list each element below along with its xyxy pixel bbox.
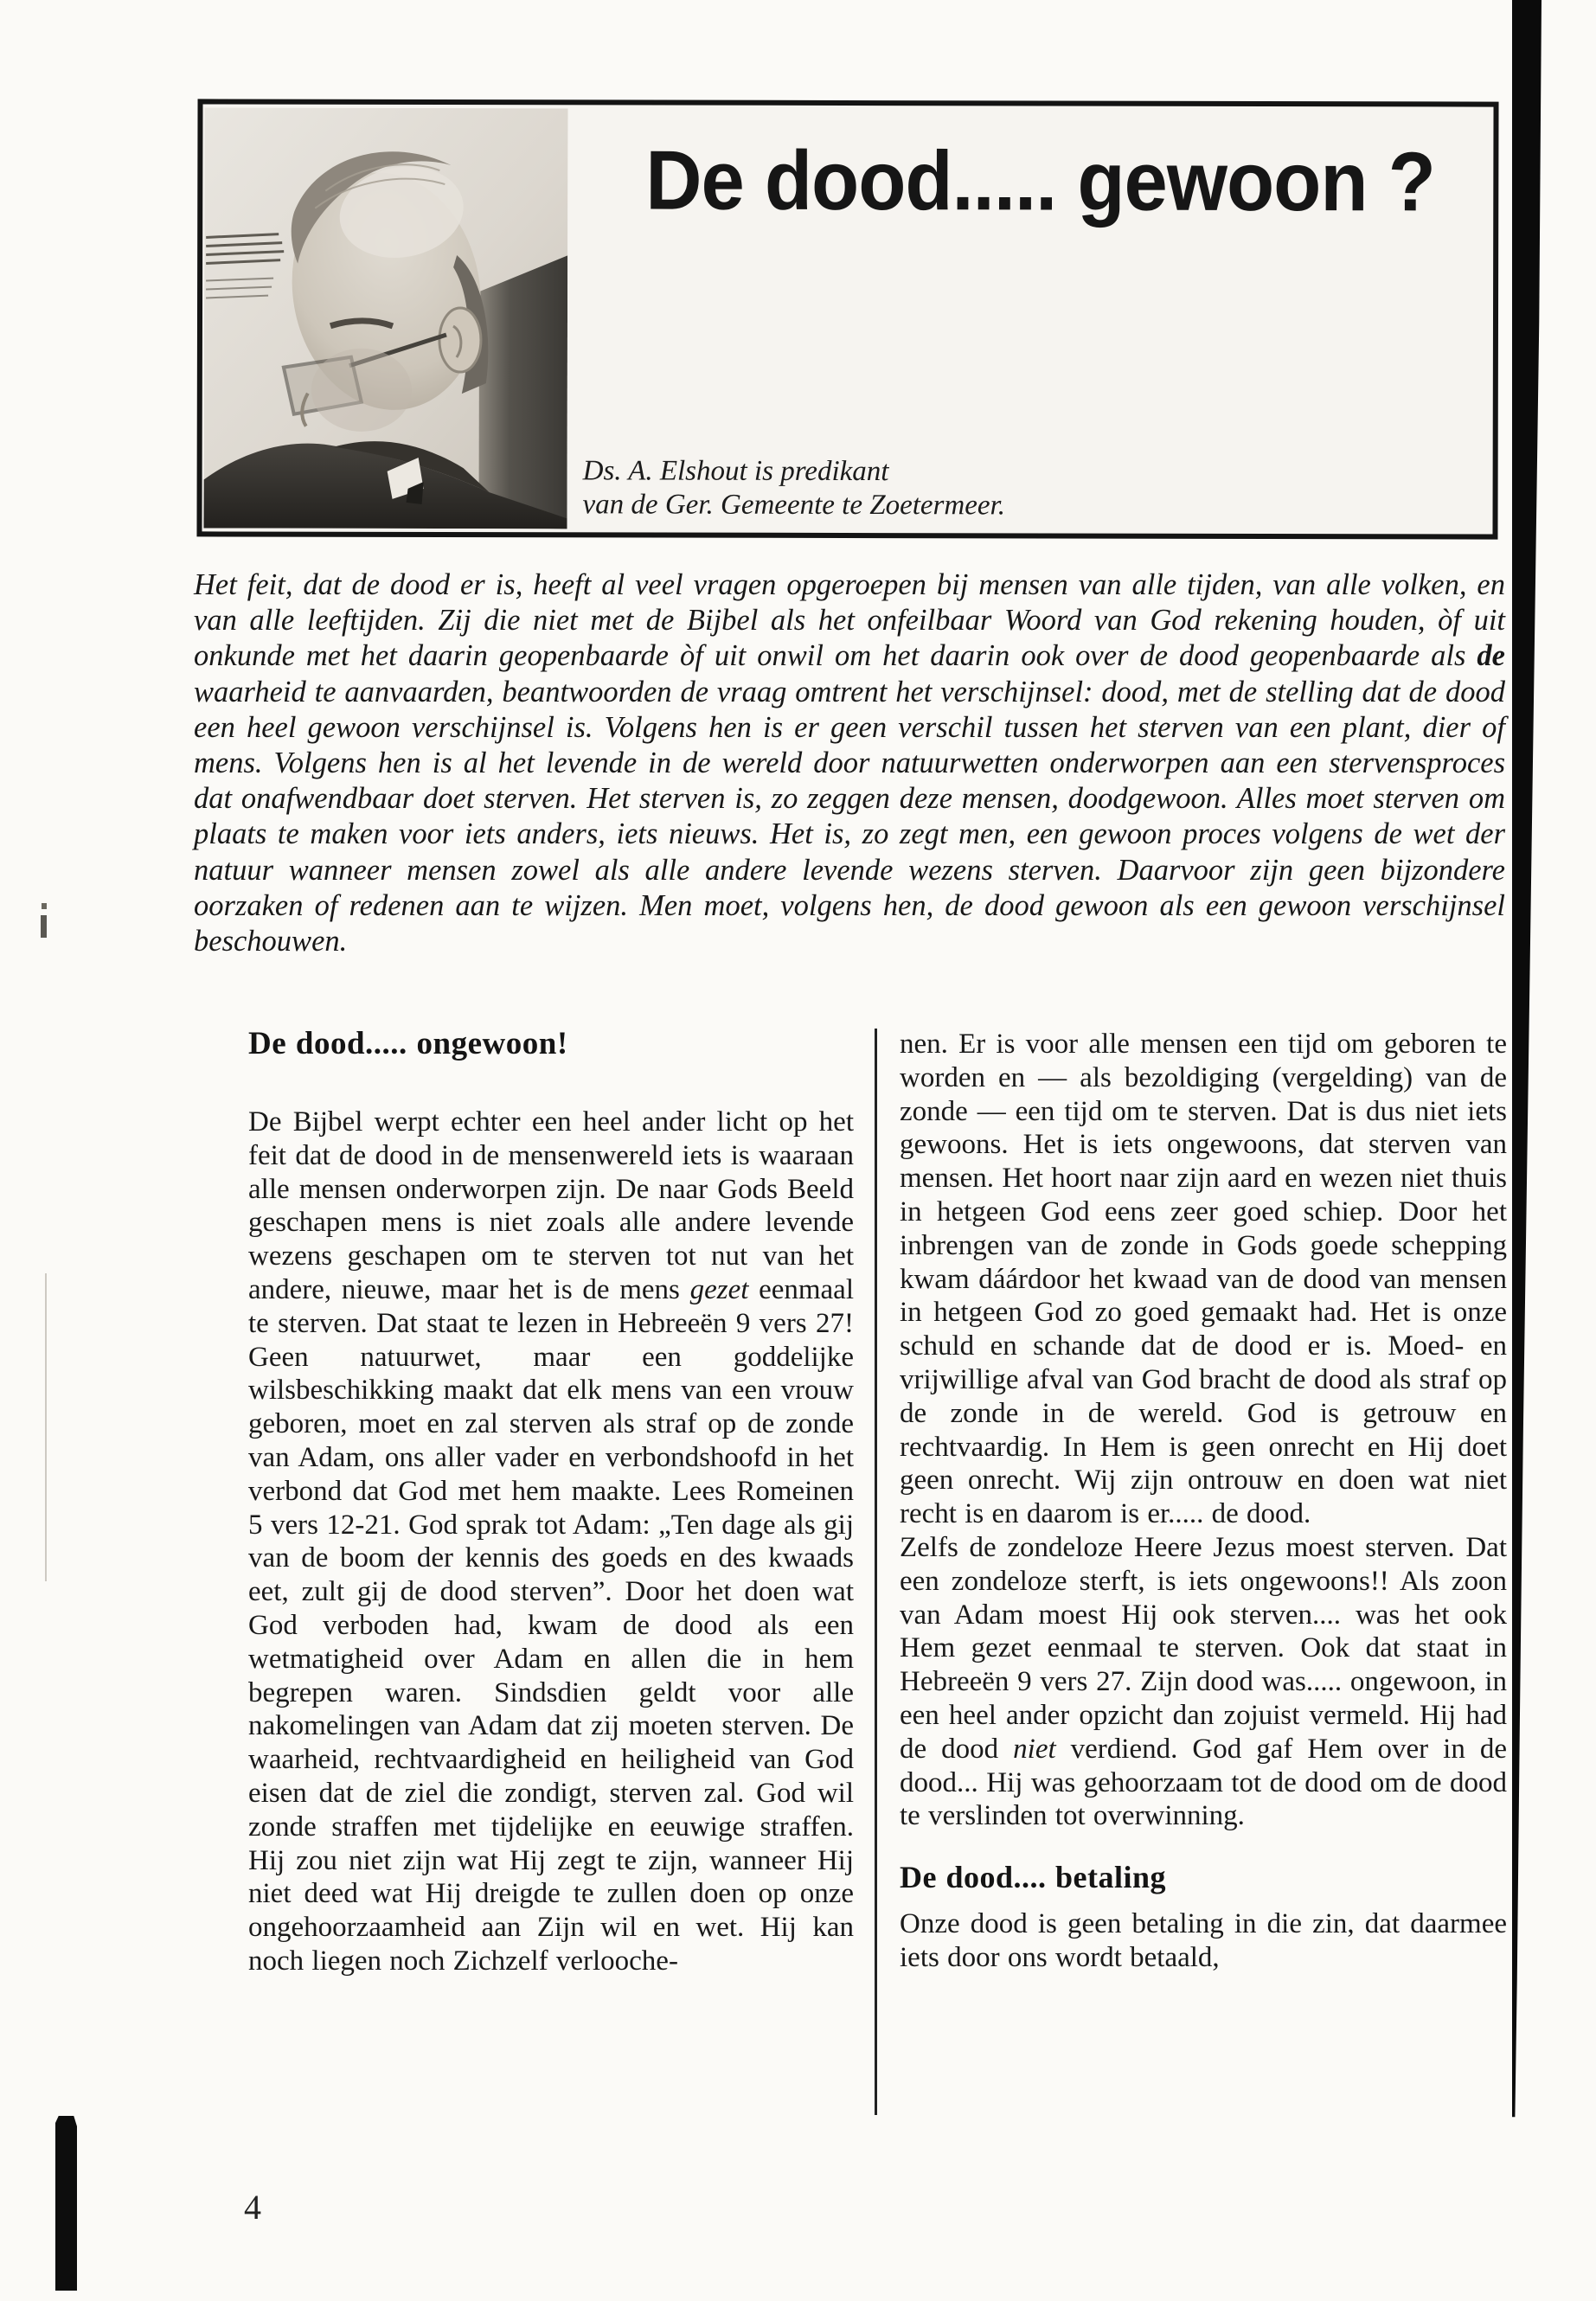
left-column <box>248 1026 854 1978</box>
portrait-photo <box>203 107 567 529</box>
left-para-italic-word: gezet <box>689 1273 749 1305</box>
right-para2-italic-word: niet <box>1013 1733 1056 1765</box>
right-column <box>900 1028 1507 1975</box>
photo-caption-line2: van de Ger. Gemeente te Zoetermeer. <box>582 489 1006 522</box>
right-column-paragraph-3: Onze dood is geen betaling in die zin, dat daarmee iets door ons wordt betaald, <box>900 1908 1507 1973</box>
left-para-after: eenmaal te sterven. Dat staat te lezen in Hebreeën 9 vers 27! Geen natuurwet, maar een goddelijke wilsbeschikking maakt dat elk mens van een vrouw geboren, moet en zal sterven als straf op de zonde van Adam, ons aller vader en verbondshoofd in het verbond dat God met hem maakte. Lees Romeinen 5 vers 12-21. God sprak tot Adam: „Ten dage als gij van de boom der kennis des goeds en des kwaads eet, zult gij de dood sterven”. Door het doen wat God verboden had, kwam de dood als een wetmatigheid over Adam en allen die in hem begrepen waren. Sindsdien geldt voor alle nakomelingen van Adam dat zij moeten sterven. De waarheid, rechtvaardigheid en heiligheid van God eisen dat de ziel die zondigt, sterven zal. God wil zonde straffen met tijdelijke en eeuwige straffen. Hij zou niet zijn wat Hij zegt te zijn, wanneer Hij niet deed wat Hij dreigde te zullen doen op onze ongehoorzaamheid aan Zijn wil en wet. Hij kan noch liegen noch Zichzelf verlooche- <box>248 1273 854 1977</box>
section-heading-betaling: De dood.... betaling <box>900 1860 1167 1895</box>
scan-artifact-right-bar <box>1512 0 1542 2301</box>
scan-artifact-tick <box>41 915 47 938</box>
right-column-paragraph-2 <box>900 1531 1507 1833</box>
intro-text-before: Het feit, dat de dood er is, heeft al veel vragen opgeroepen bij mensen van alle tijden, van alle volken, en van alle leeftijden. Zij die niet met de Bijbel als het onfeilbaar Woord van God rekening houden, òf uit onkunde met het daarin geopenbaarde òf uit onwil om het daarin ook over de dood geopenbaarde als <box>194 568 1505 673</box>
scan-artifact-faint-line <box>45 1273 47 1581</box>
right-para2-after: verdiend. God gaf Hem over in de dood... Hij was gehoorzaam tot de dood om de dood te verslinden tot overwinning. <box>900 1733 1507 1832</box>
column-divider <box>875 1029 877 2115</box>
scan-artifact-left-bar <box>55 2116 77 2291</box>
left-para-before: De Bijbel werpt echter een heel ander licht op het feit dat de dood in de mensenwereld iets is waaraan alle mensen onderworpen zijn. De naar Gods Beeld geschapen mens is niet zoals alle andere levende wezens geschapen om te sterven tot nut van het andere, nieuwe, maar het is de mens <box>248 1106 854 1305</box>
section-heading-ongewoon: De dood..... ongewoon! <box>248 1026 568 1061</box>
intro-paragraph <box>194 567 1505 959</box>
scan-artifact-dot <box>42 903 47 909</box>
right-para2-before: Zelfs de zondeloze Heere Jezus moest sterven. Dat een zondeloze sterft, is iets ongewoons!! Als zoon van Adam moest Hij ook sterven.... was het ook Hem gezet eenmaal te sterven. Ook dat staat in Hebreeën 9 vers 27. Zijn dood was..... ongewoon, in een heel ander opzicht dan zojuist vermeld. Hij had de dood <box>900 1531 1507 1765</box>
article-title: De dood..... gewoon ? <box>645 132 1436 229</box>
right-column-paragraph-1: nen. Er is voor alle mensen een tijd om geboren te worden en — als bezoldiging (vergelding) van de zonde — een tijd om te sterven. Dat is dus niet iets gewoons. Het is iets ongewoons, dat sterven van mensen. Het hoort naar zijn aard en wezen niet thuis in hetgeen God eens zeer goed schiep. Door het inbrengen van de zonde in Gods goede schepping kwam dáárdoor het kwaad van de dood van mensen in hetgeen God zo goed gemaakt had. Het is onze schuld en schande dat de dood er is. Moed- en vrijwillige afval van God bracht de dood als straf op de zonde in de wereld. God is getrouw en rechtvaardig. In Hem is geen onrecht en Hij doet geen onrecht. Wij zijn ontrouw en doen wat niet recht is en daarom is er..... de dood. <box>900 1029 1507 1530</box>
intro-text-after: waarheid te aanvaarden, beantwoorden de vraag omtrent het verschijnsel: dood, met de stelling dat de dood een heel gewoon verschijnsel is. Volgens hen is er geen verschil tussen het sterven van een plant, dier of mens. Volgens hen is al het levende in de wereld door natuurwetten onderworpen aan een stervensproces dat onafwendbaar doet sterven. Het sterven is, zo zeggen deze mensen, doodgewoon. Alles moet sterven om plaats te maken voor iets anders, iets nieuws. Het is, zo zegt men, een gewoon proces volgens de wet der natuur wanneer mensen zowel als alle andere levende wezens sterven. Daarvoor zijn geen bijzondere oorzaken of redenen aan te wijzen. Men moet, volgens hen, de dood gewoon als een gewoon verschijnsel beschouwen. <box>194 675 1505 958</box>
photo-caption <box>583 454 1006 522</box>
page-number: 4 <box>244 2188 261 2227</box>
header-box <box>196 99 1498 539</box>
intro-bold-word: de <box>1477 639 1505 673</box>
left-column-paragraph <box>248 1106 854 1978</box>
photo-caption-line1: Ds. A. Elshout is predikant <box>582 455 889 488</box>
